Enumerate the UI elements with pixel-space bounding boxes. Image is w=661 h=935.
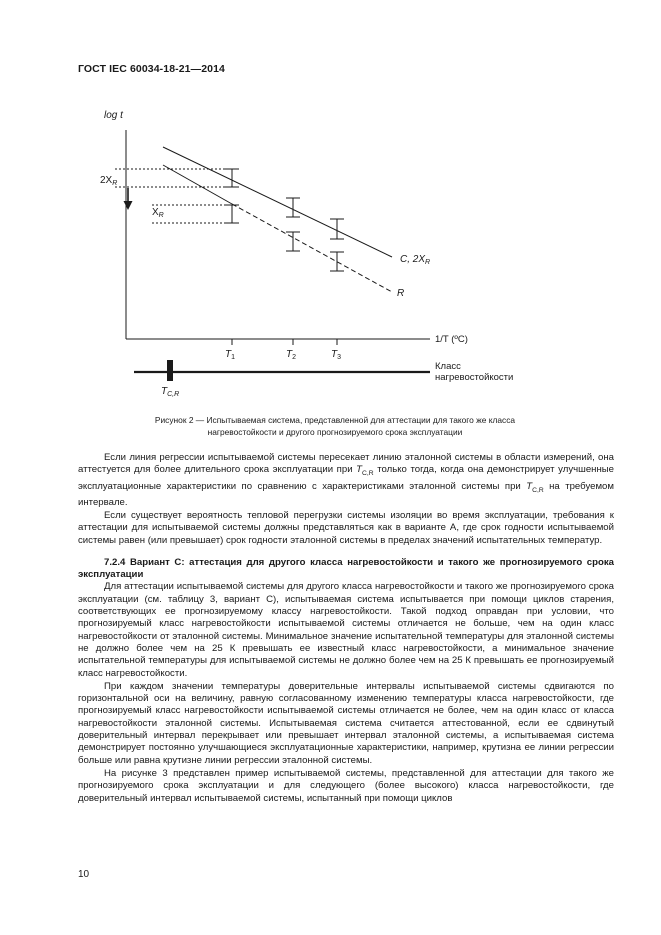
- y-axis-label: log t: [104, 110, 123, 121]
- paragraph-5: На рисунке 3 представлен пример испытываемой системы, представленной для аттестации для такого же прогнозируемого срока эксплуатации и для следующего (более высокого) класса нагревостойкости, где доверительный интервал испытываемой системы, испытанный при помощи циклов: [78, 767, 614, 804]
- section-heading-7-2-4: 7.2.4 Вариант С: аттестация для другого класса нагревостойкости и такого же прогнозируемого срока эксплуатации: [78, 556, 614, 581]
- x-axis-label: 1/T (ºC): [435, 334, 468, 345]
- paragraph-4: При каждом значении температуры доверительные интервалы испытываемой системы сдвигаются по горизонтальной оси на величину, равную согласованному изменению температуры класса нагревостойкости, где прогнозируемый класс нагревостойкости испытываемой системы отличается не более, чем на один класс от класса нагревостойкости эталонной системы. Испытываемая система считается аттестованной, если ее сдвинутый доверительный интервал перекрывает или превышает интервал эталонной системы, а испытываемая система демонстрирует постоянно улучшающиеся эксплуатационные характеристики, например, крутизна ее линии регрессии больше или равна крутизне линии регрессии эталонной системы.: [78, 680, 614, 766]
- paragraph-1: Если линия регрессии испытываемой системы пересекает линию эталонной системы в области измерений, она аттестуется для более длительного срока эксплуатации при $T_{C,R}$ только тогда, когда она демонстрирует улучшенные эксплуатационные характеристики по сравнению с характеристиками эталонной системы при $T_{C,R}$ на требуемом интервале.: [78, 452, 614, 508]
- shift-arrow-icon: [124, 201, 133, 210]
- line-c-label: C, $2X_R$: [400, 254, 431, 266]
- paragraph-2: Если существует вероятность тепловой перегрузки системы изоляции во время эксплуатации, требования к аттестации для испытываемой системы должны представляться как в варианте А, где срок годности испытываемой системы равен (или превышает) срок годности эталонной системы в пределах значений испытательных температур.: [78, 510, 614, 546]
- body-text: [78, 452, 614, 806]
- caption-line-1: Рисунок 2 — Испытываемая система, представленной для аттестации для такого же класса: [154, 415, 516, 425]
- line-r-label: R: [397, 288, 405, 299]
- tick-label-t3: $T_3$: [331, 349, 342, 361]
- tick-label-t2: $T_2$: [286, 349, 297, 361]
- dotted-reference-lines: [115, 169, 232, 223]
- tick-label-t1: $T_1$: [225, 349, 236, 361]
- class-scale-label: Класс нагревостойкости: [435, 361, 514, 383]
- tcr-label: $T_{C,R}$: [161, 386, 180, 398]
- regression-line-c: [163, 147, 392, 257]
- interval-t3-lower: [330, 252, 344, 271]
- class-scale-marker: [167, 360, 173, 381]
- paragraph-3: Для аттестации испытываемой системы для другого класса нагревостойкости и такого же прогнозируемого срока эксплуатации (см. таблицу 3, вариант С), испытываемая система испытывается при помощи циклов старения, соответствующих ее прогнозируемому классу нагревостойкости. Такой подход оправдан при условии, что прогнозируемый класс нагревостойкости испытываемой системы отличается не больше, чем на один класс нагревостойкости от эталонной системы. Минимальное значение испытательной температуры для эталонной системы не должно более чем на 25 К превышать ее известный класс нагревостойкости, а минимальное значение испытательной температуры для испытываемой системы не должно более чем на 25 К превышать ее прогнозируемый класс нагревостойкости.: [78, 581, 614, 679]
- interval-t1-lower: [225, 205, 239, 223]
- x-ticks: [232, 339, 337, 345]
- caption-line-2: нагревостойкости и другого прогнозируемого срока эксплуатации: [207, 426, 463, 437]
- document-header: ГОСТ IEC 60034-18-21—2014: [78, 63, 225, 75]
- regression-line-r-solid: [163, 165, 232, 204]
- figure-2-diagram: [0, 100, 661, 400]
- page-number: 10: [78, 869, 90, 880]
- regression-line-r-dashed: [232, 204, 392, 292]
- label-2xr: $2X_R$: [100, 175, 118, 187]
- interval-t3-upper: [330, 219, 344, 239]
- figure-caption: [95, 415, 575, 438]
- label-xr: $X_R$: [152, 207, 164, 219]
